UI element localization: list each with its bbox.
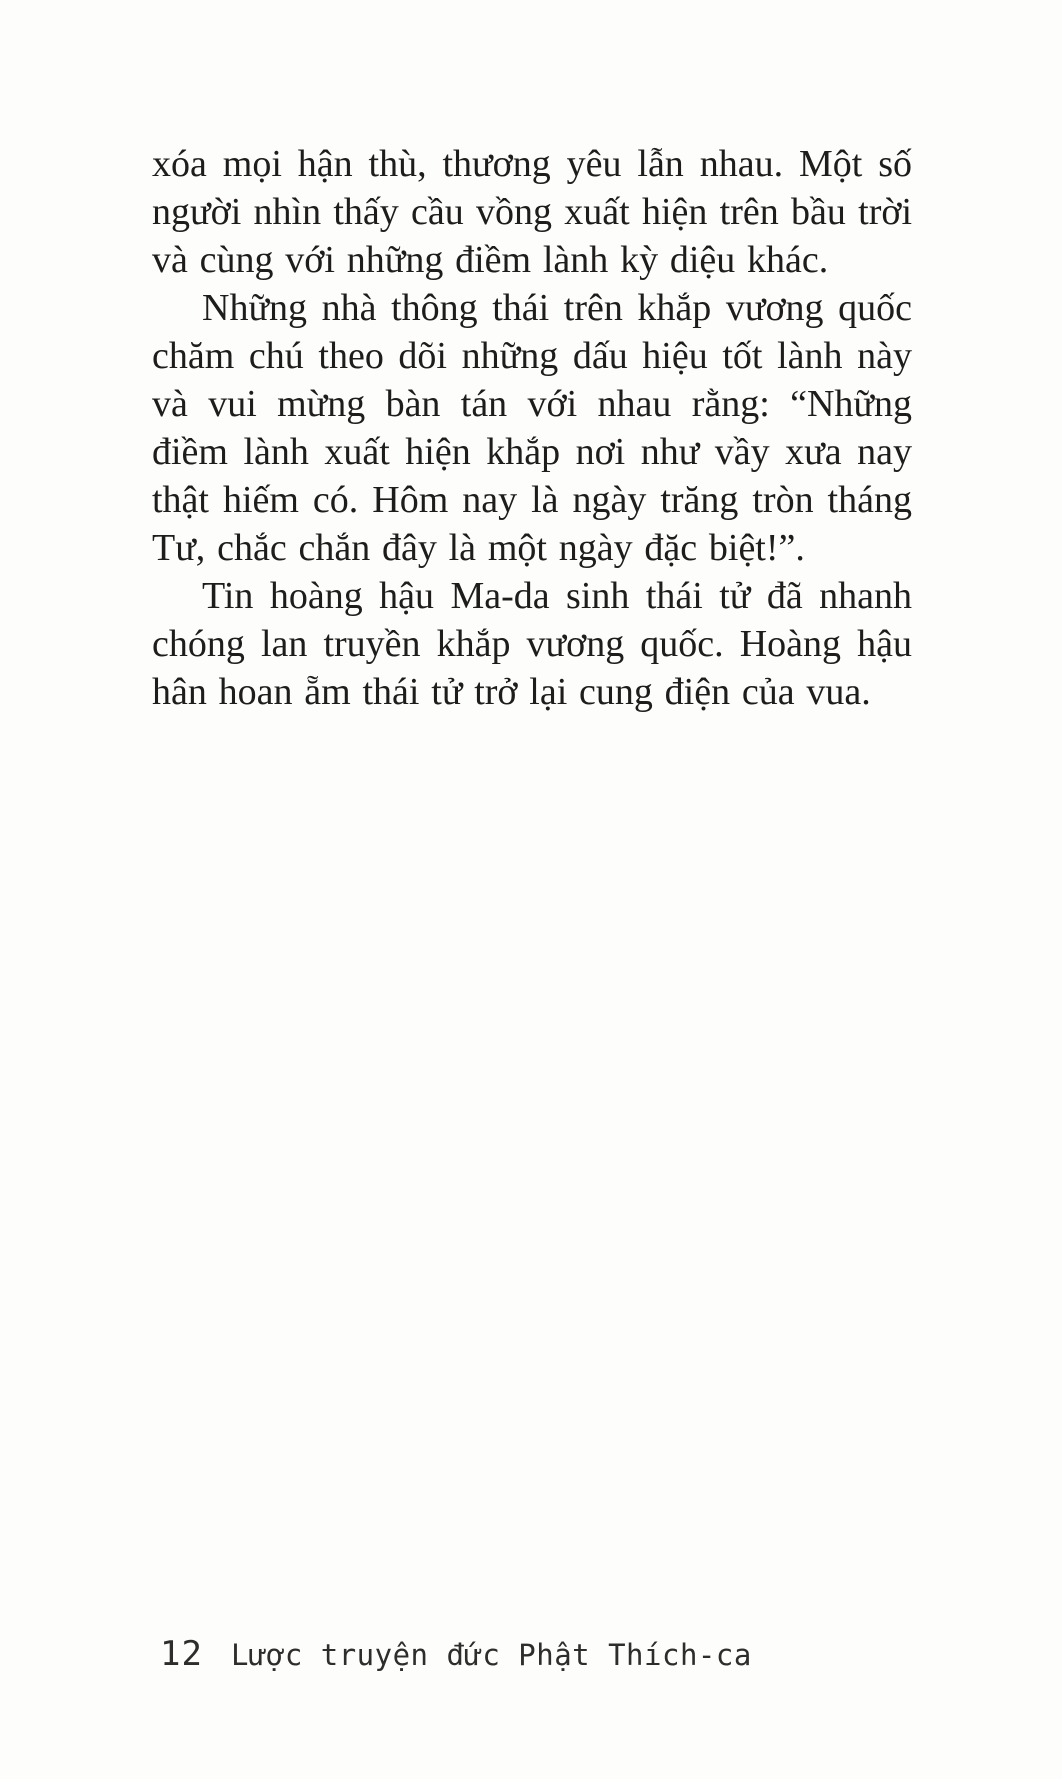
running-title: Lược truyện đức Phật Thích-ca xyxy=(230,1638,752,1672)
page-text xyxy=(152,140,912,716)
paragraph: xóa mọi hận thù, thương yêu lẫn nhau. Một số người nhìn thấy cầu vồng xuất hiện trên bầu trời và cùng với những điềm lành kỳ diệu khác. xyxy=(152,143,912,281)
paragraph: Những nhà thông thái trên khắp vương quốc chăm chú theo dõi những dấu hiệu tốt lành này và vui mừng bàn tán với nhau rằng: “Những điềm lành xuất hiện khắp nơi như vầy xưa nay thật hiếm có. Hôm nay là ngày trăng tròn tháng Tư, chắc chắn đây là một ngày đặc biệt!”. xyxy=(152,287,912,569)
page-number: 12 xyxy=(160,1634,203,1674)
page-footer xyxy=(160,1634,752,1674)
paragraph: Tin hoàng hậu Ma-da sinh thái tử đã nhanh chóng lan truyền khắp vương quốc. Hoàng hậu hân hoan ẵm thái tử trở lại cung điện của vua. xyxy=(152,575,912,713)
